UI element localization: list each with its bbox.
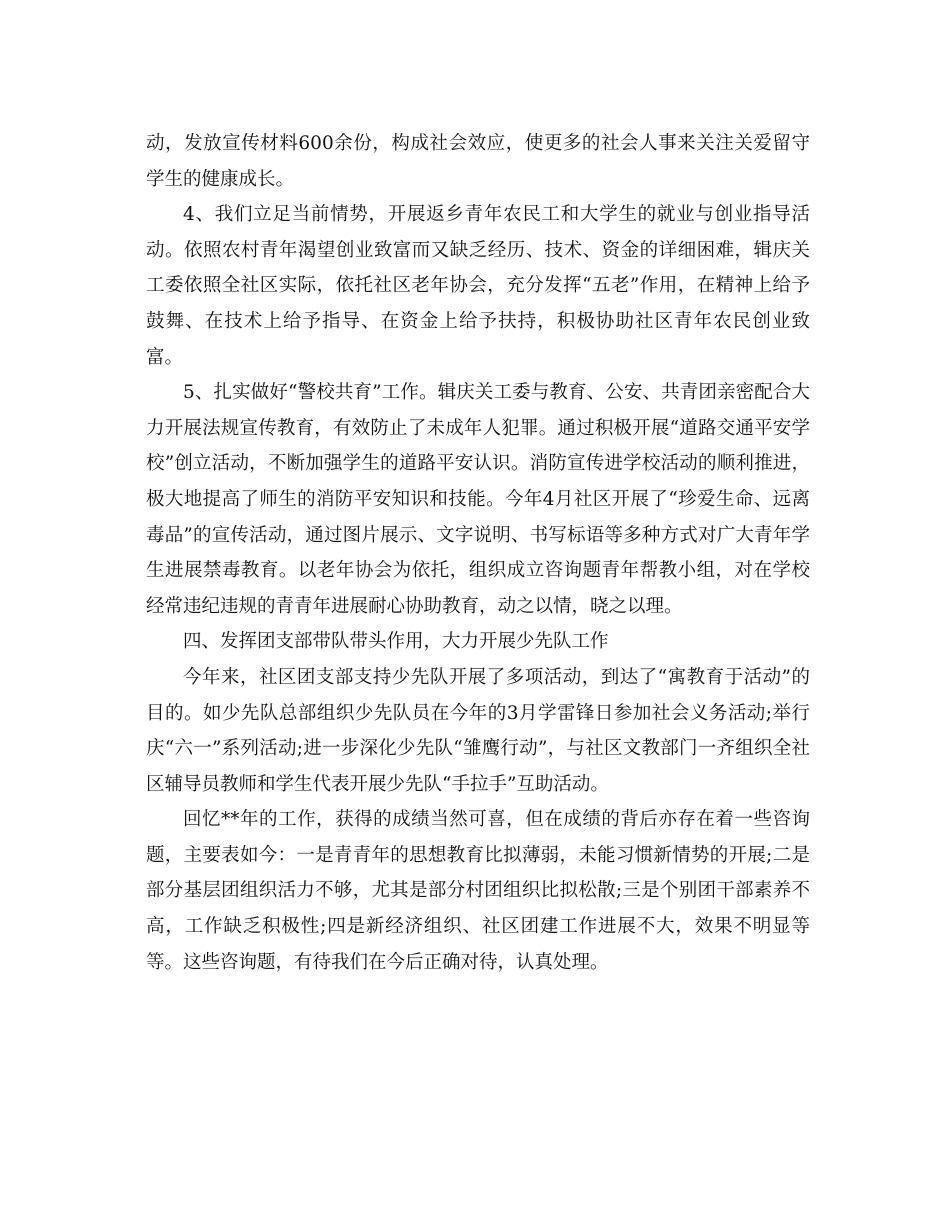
paragraph-review: 回忆**年的工作，获得的成绩当然可喜，但在成绩的背后亦存在着一些咨询题，主要表如今：一是青青年的思想教育比拟薄弱，未能习惯新情势的开展;二是部分基层团组织活力不够，尤其是部分村团组织比拟松散;三是个别团干部素养不高，工作缺乏积极性;四是新经济组织、社区团建工作进展不大，效果不明显等等。这些咨询题，有待我们在今后正确对待，认真处理。 bbox=[146, 809, 810, 973]
paragraph-item-4: 4、我们立足当前情势，开展返乡青年农民工和大学生的就业与创业指导活动。依照农村青年渴望创业致富而又缺乏经历、技术、资金的详细困难，辑庆关工委依照全社区实际，依托社区老年协会，充分发挥“五老”作用，在精神上给予鼓舞、在技术上给予指导、在资金上给予扶持，积极协助社区青年农民创业致富。 bbox=[146, 204, 810, 368]
paragraph-item-5: 5、扎实做好“警校共育”工作。辑庆关工委与教育、公安、共青团亲密配合大力开展法规宣传教育，有效防止了未成年人犯罪。通过积极开展“道路交通平安学校”创立活动，不断加强学生的道路平安认识。消防宣传进学校活动的顺利推进，极大地提高了师生的消防平安知识和技能。今年4月社区开展了“珍爱生命、远离毒品”的宣传活动，通过图片展示、文字说明、书写标语等多种方式对广大青年学生进展禁毒教育。以老年协会为依托，组织成立咨询题青年帮教小组，对在学校经常违纪违规的青青年进展耐心协助教育，动之以情，晓之以理。 bbox=[146, 382, 810, 617]
paragraph-continuation: 动，发放宣传材料600余份，构成社会效应，使更多的社会人事来关注关爱留守学生的健康成长。 bbox=[146, 133, 810, 190]
section-heading-4: 四、发挥团支部带队带头作用，大力开展少先队工作 bbox=[183, 631, 609, 653]
paragraph-young-pioneers: 今年来，社区团支部支持少先队开展了多项活动，到达了“寓教育于活动”的目的。如少先队总部组织少先队员在今年的3月学雷锋日参加社会义务活动;举行庆“六一”系列活动;进一步深化少先队“雏鹰行动”，与社区文教部门一齐组织全社区辅导员教师和学生代表开展少先队“手拉手”互助活动。 bbox=[146, 666, 810, 795]
document-body bbox=[146, 126, 810, 980]
